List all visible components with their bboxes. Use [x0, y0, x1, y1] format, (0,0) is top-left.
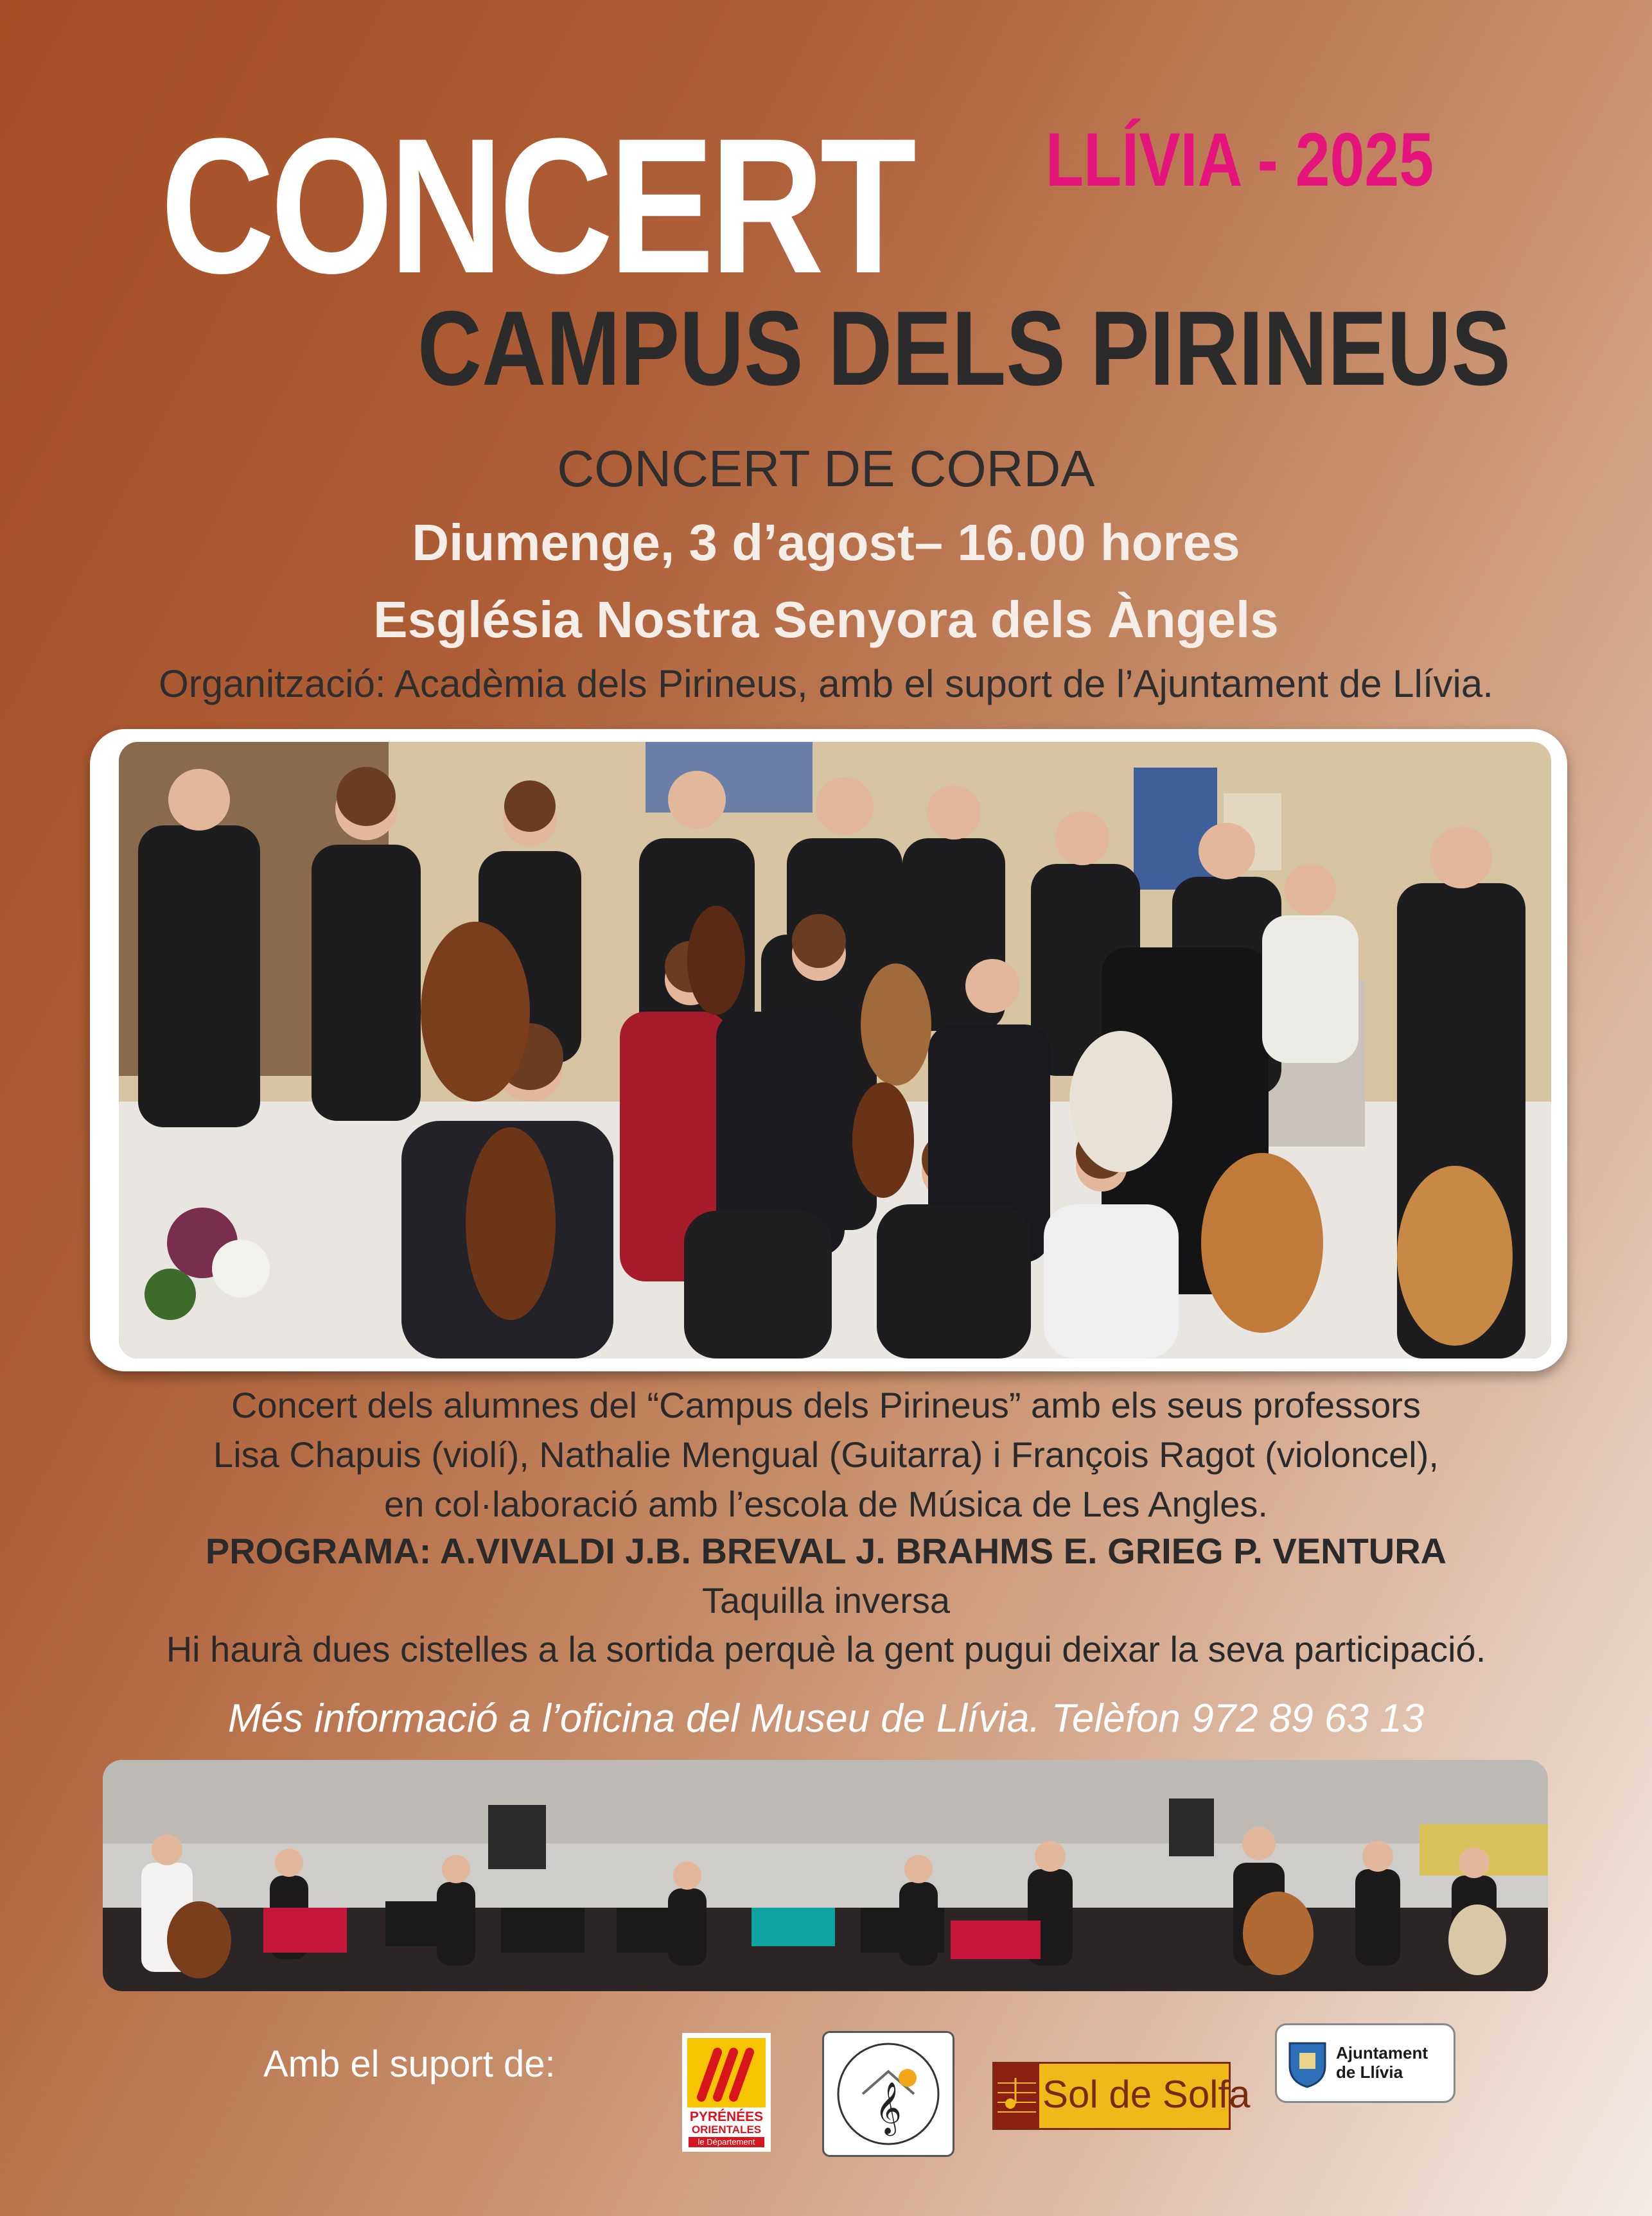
- support-label: Amb el suport de:: [263, 2043, 556, 2085]
- description-line-1: Concert dels alumnes del “Campus dels Pirineus” amb els seus professors: [231, 1385, 1421, 1425]
- group-photo-illustration: [119, 742, 1551, 1359]
- group-photo: [119, 742, 1551, 1359]
- pyrenees-line-1: PYRÉNÉES: [689, 2109, 764, 2124]
- place-year: LLÍVIA - 2025: [1046, 118, 1434, 202]
- baskets-info: Hi haurà dues cistelles a la sortida perquè la gent pugui deixar la seva participació.: [166, 1629, 1486, 1669]
- description-line-3: en col·laboració amb l’escola de Música de Les Angles.: [384, 1484, 1268, 1524]
- ajuntament-line-2: de Llívia: [1336, 2062, 1403, 2082]
- music-school-logo: [822, 2031, 954, 2157]
- coat-of-arms-icon: [1287, 2037, 1328, 2088]
- ajuntament-line-1: Ajuntament: [1336, 2043, 1428, 2062]
- music-note-icon: [994, 2064, 1039, 2128]
- sol-de-solfa-text: Sol de Solfa: [1042, 2073, 1251, 2116]
- program: PROGRAMA: A.VIVALDI J.B. BREVAL J. BRAHMS E. GRIEG P. VENTURA: [205, 1531, 1447, 1571]
- contact-info: Més informació a l’oficina del Museu de Llívia. Telèfon 972 89 63 13: [227, 1696, 1425, 1741]
- orchestra-photo-illustration: [103, 1760, 1548, 1991]
- sol-de-solfa-logo: [992, 2062, 1251, 2130]
- ticket-info: Taquilla inversa: [702, 1580, 950, 1621]
- event-date: Diumenge, 3 d’agost– 16.00 hores: [412, 514, 1240, 571]
- pyrenees-orientales-logo: [682, 2033, 771, 2152]
- title-campus: CAMPUS DELS PIRINEUS: [417, 289, 1511, 407]
- sol-de-solfa-emblem: [994, 2064, 1039, 2128]
- event-venue: Església Nostra Senyora dels Àngels: [373, 591, 1279, 648]
- pyrenees-line-3: le Département: [689, 2137, 764, 2147]
- treble-clef-icon: [824, 2033, 953, 2155]
- ajuntament-llivia-logo: [1275, 2023, 1455, 2103]
- organization: Organització: Acadèmia dels Pirineus, amb el suport de l’Ajuntament de Llívia.: [159, 662, 1493, 705]
- pyrenees-line-2: ORIENTALES: [691, 2124, 762, 2136]
- svg-text:𝄞: 𝄞: [875, 2081, 902, 2134]
- orchestra-photo: [103, 1760, 1548, 1991]
- title-concert: CONCERT: [161, 98, 913, 313]
- subtitle: CONCERT DE CORDA: [557, 440, 1095, 497]
- description-line-2: Lisa Chapuis (violí), Nathalie Mengual (Guitarra) i François Ragot (violoncel),: [213, 1434, 1439, 1475]
